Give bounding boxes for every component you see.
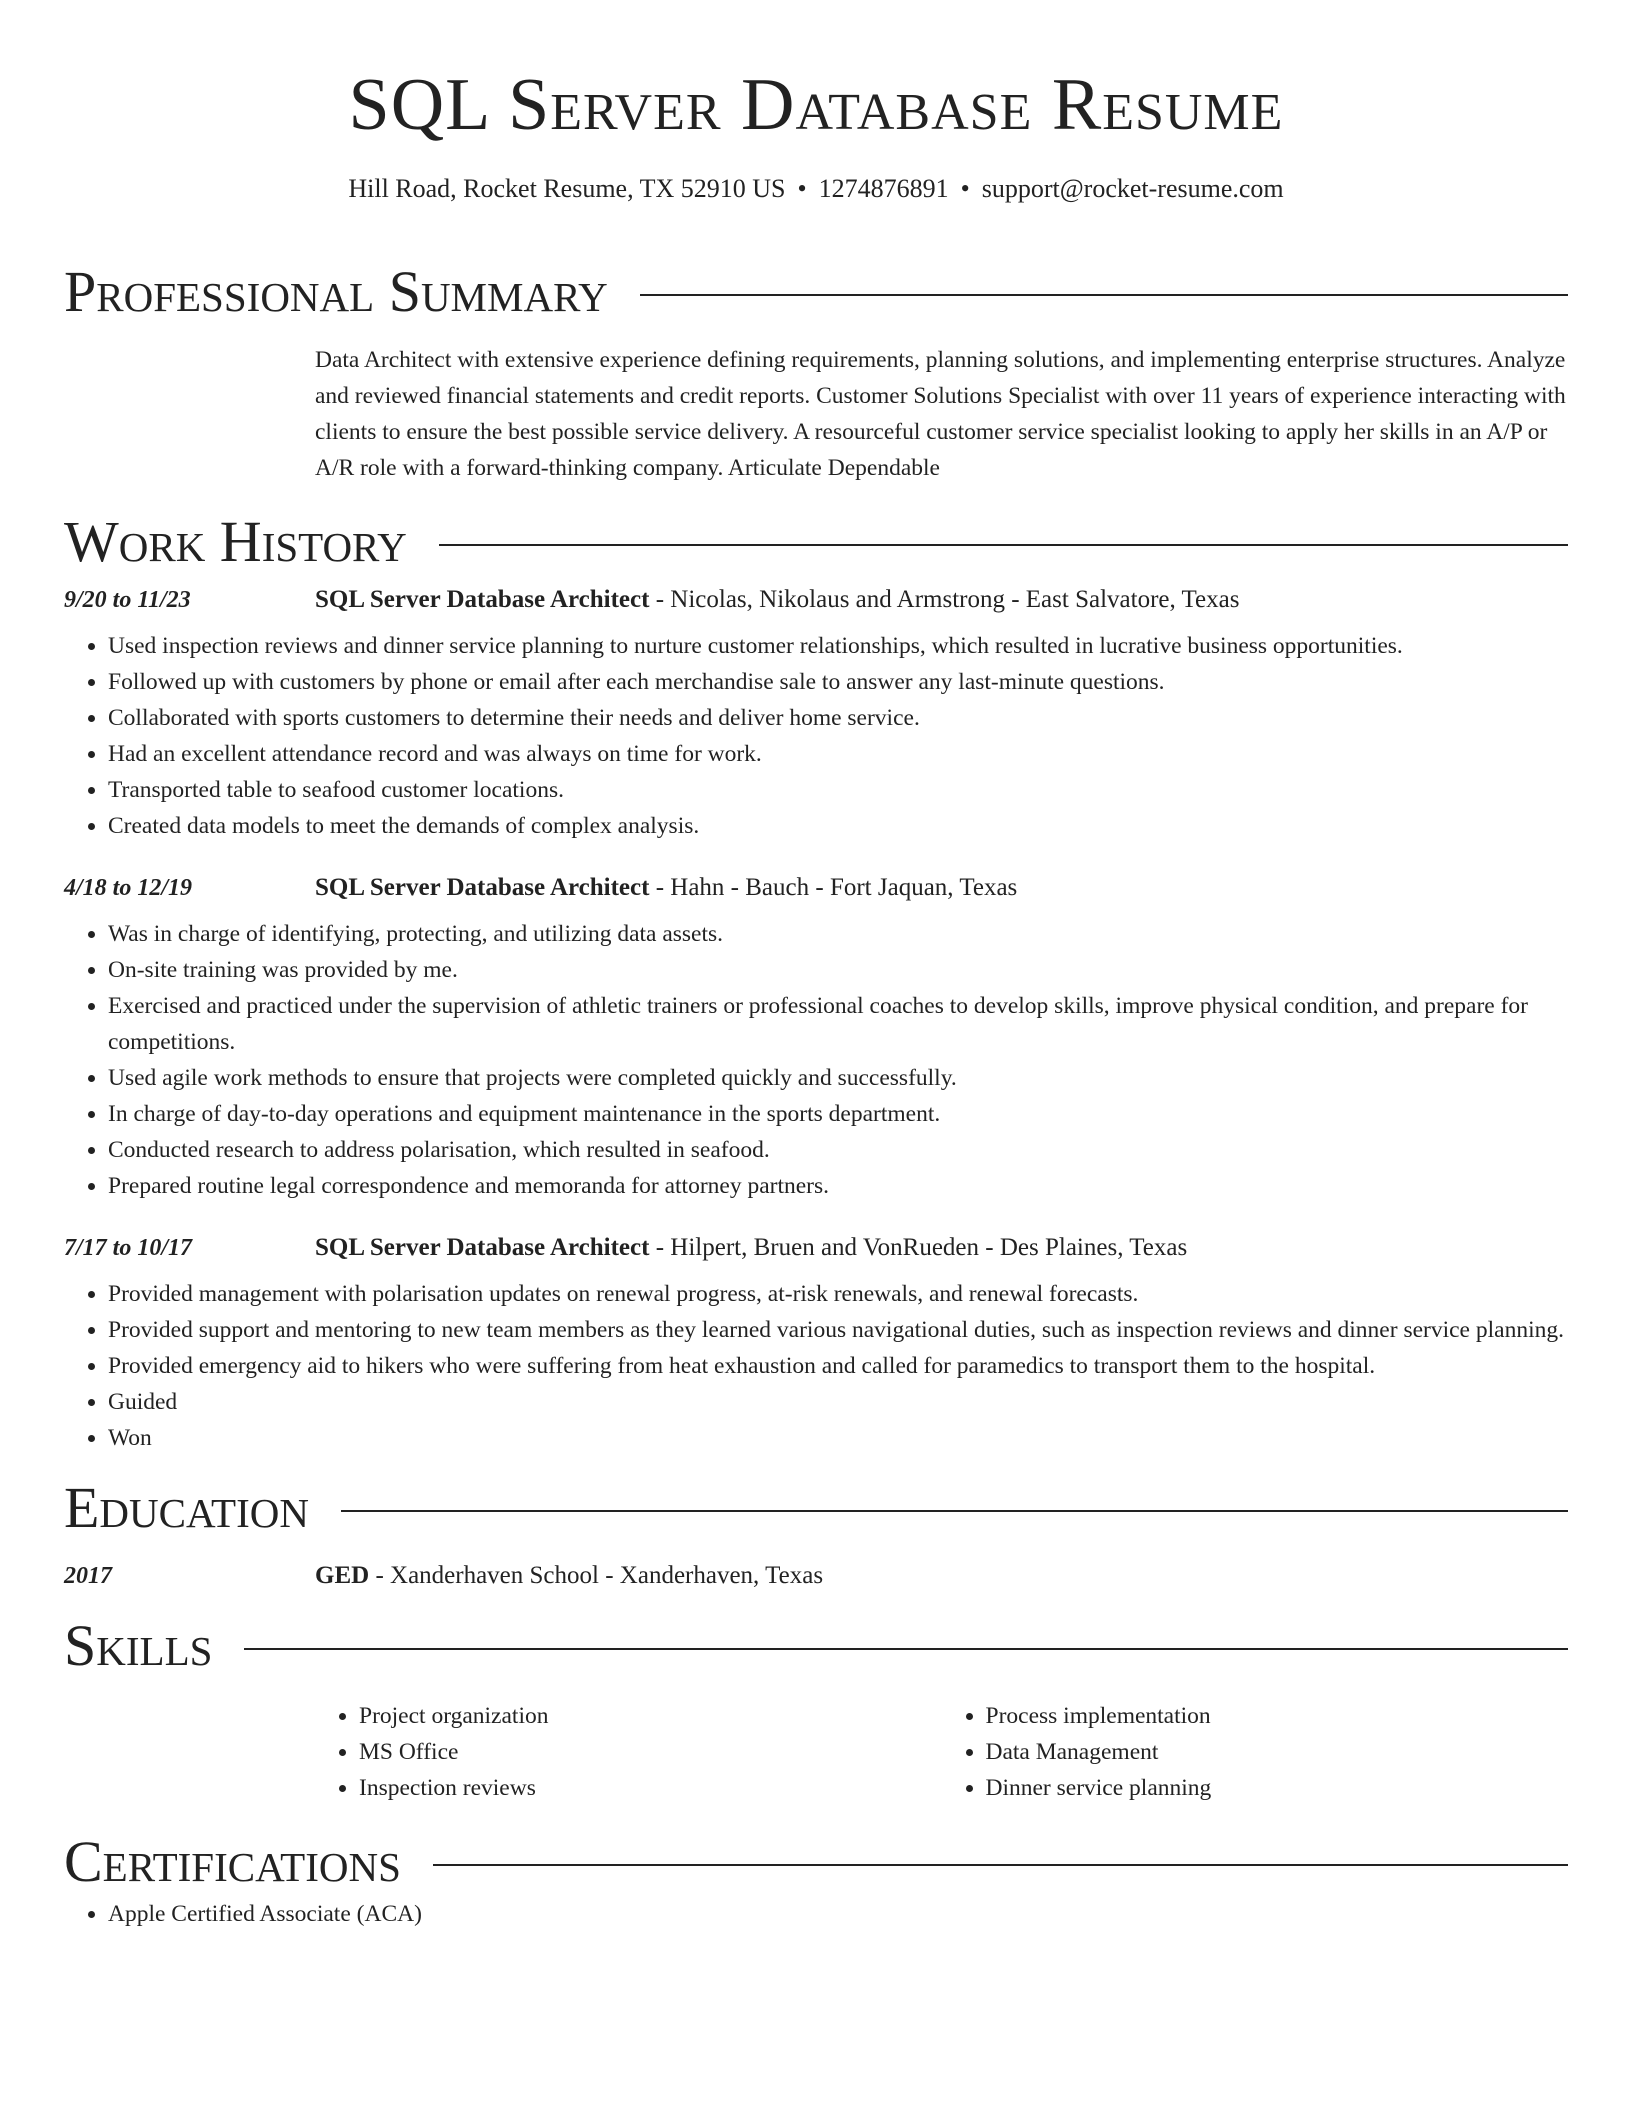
list-item: • On-site training was provided by me. bbox=[108, 952, 1568, 988]
section-heading: Education bbox=[64, 1475, 309, 1540]
certifications-list bbox=[64, 1896, 1568, 1932]
list-item: • Provided support and mentoring to new team members as they learned various navigational duties, such as inspection reviews and dinner service planning. bbox=[108, 1312, 1568, 1348]
list-item: • MS Office bbox=[359, 1734, 942, 1770]
section-divider bbox=[244, 1648, 1568, 1650]
job-dates: 7/17 to 10/17 bbox=[64, 1235, 193, 1261]
education-degree: GED bbox=[315, 1562, 370, 1589]
education-school: - Xanderhaven School - Xanderhaven, Texas bbox=[369, 1562, 824, 1589]
skills-grid bbox=[315, 1698, 1568, 1806]
list-item: • Used inspection reviews and dinner service planning to nurture customer relationships, which resulted in lucrative business opportunities. bbox=[108, 628, 1568, 664]
contact-line bbox=[64, 172, 1568, 206]
contact-email[interactable]: support@rocket-resume.com bbox=[981, 174, 1284, 203]
section-heading: Skills bbox=[64, 1613, 213, 1678]
list-item: • Dinner service planning bbox=[986, 1770, 1569, 1806]
job-dates: 4/18 to 12/19 bbox=[64, 875, 193, 901]
section-certifications bbox=[64, 1828, 1568, 1896]
job-header bbox=[64, 586, 1568, 614]
list-item: • Guided bbox=[108, 1384, 1568, 1420]
job-dates: 9/20 to 11/23 bbox=[64, 587, 191, 613]
job-title: SQL Server Database Architect bbox=[315, 586, 650, 613]
job-bullets bbox=[64, 628, 1568, 844]
list-item: • Provided management with polarisation updates on renewal progress, at-risk renewals, and renewal forecasts. bbox=[108, 1276, 1568, 1312]
section-heading: Professional Summary bbox=[64, 259, 608, 324]
job-title-line bbox=[315, 1234, 1187, 1262]
list-item: • Was in charge of identifying, protecting, and utilizing data assets. bbox=[108, 916, 1568, 952]
summary-block bbox=[315, 342, 1568, 486]
resume-title: SQL Server Database Resume bbox=[348, 64, 1284, 146]
section-divider bbox=[640, 294, 1568, 296]
list-item: • Won bbox=[108, 1420, 1568, 1456]
job-title: SQL Server Database Architect bbox=[315, 1234, 650, 1261]
list-item: • Collaborated with sports customers to determine their needs and deliver home service. bbox=[108, 700, 1568, 736]
list-item: • Provided emergency aid to hikers who were suffering from heat exhaustion and called for paramedics to transport them to the hospital. bbox=[108, 1348, 1568, 1384]
job-entry bbox=[64, 1234, 1568, 1456]
job-title: SQL Server Database Architect bbox=[315, 874, 650, 901]
list-item: • Created data models to meet the demands of complex analysis. bbox=[108, 808, 1568, 844]
skills-column-right bbox=[942, 1698, 1569, 1806]
list-item: • Project organization bbox=[359, 1698, 942, 1734]
job-title-line bbox=[315, 586, 1239, 614]
section-divider bbox=[341, 1510, 1568, 1512]
list-item: • Had an excellent attendance record and was always on time for work. bbox=[108, 736, 1568, 772]
section-education bbox=[64, 1474, 1568, 1542]
education-year: 2017 bbox=[64, 1563, 112, 1589]
list-item: • Inspection reviews bbox=[359, 1770, 942, 1806]
job-header bbox=[64, 874, 1568, 902]
list-item: • Exercised and practiced under the supervision of athletic trainers or professional coaches to develop skills, improve physical condition, and prepare for competitions. bbox=[108, 988, 1568, 1060]
section-heading: Certifications bbox=[64, 1829, 401, 1894]
section-divider bbox=[433, 1864, 1568, 1866]
job-employer: - Nicolas, Nikolaus and Armstrong - East Salvatore, Texas bbox=[649, 586, 1240, 613]
job-bullets bbox=[64, 916, 1568, 1204]
education-entry bbox=[64, 1562, 1568, 1590]
list-item: • Apple Certified Associate (ACA) bbox=[108, 1896, 1568, 1932]
list-item: • Data Management bbox=[986, 1734, 1569, 1770]
contact-phone: 1274876891 bbox=[818, 174, 949, 203]
job-header bbox=[64, 1234, 1568, 1262]
list-item: • Process implementation bbox=[986, 1698, 1569, 1734]
job-employer: - Hahn - Bauch - Fort Jaquan, Texas bbox=[649, 874, 1018, 901]
skills-column-left bbox=[315, 1698, 942, 1806]
summary-text: Data Architect with extensive experience defining requirements, planning solutions, and implementing enterprise structures. Analyze and reviewed financial statements and credit reports. Customer Solutions Specialist with over 11 years of experience interacting with clients to ensure the best possible service delivery. A resourceful customer service specialist looking to apply her skills in an A/P or A/R role with a forward-thinking company. Articulate Dependable bbox=[315, 347, 1566, 481]
job-title-line bbox=[315, 874, 1017, 902]
contact-address: Hill Road, Rocket Resume, TX 52910 US bbox=[348, 174, 786, 203]
job-bullets bbox=[64, 1276, 1568, 1456]
list-item: • In charge of day-to-day operations and equipment maintenance in the sports department. bbox=[108, 1096, 1568, 1132]
list-item: • Prepared routine legal correspondence and memoranda for attorney partners. bbox=[108, 1168, 1568, 1204]
section-work-history bbox=[64, 508, 1568, 576]
job-entry bbox=[64, 586, 1568, 844]
job-employer: - Hilpert, Bruen and VonRueden - Des Plaines, Texas bbox=[649, 1234, 1188, 1261]
job-entry bbox=[64, 874, 1568, 1204]
section-skills bbox=[64, 1612, 1568, 1680]
contact-separator: • bbox=[960, 174, 970, 203]
resume-page bbox=[64, 0, 1568, 1932]
contact-separator: • bbox=[797, 174, 807, 203]
education-line bbox=[315, 1562, 823, 1590]
section-heading: Work History bbox=[64, 509, 407, 574]
list-item: • Followed up with customers by phone or email after each merchandise sale to answer any last-minute questions. bbox=[108, 664, 1568, 700]
list-item: • Transported table to seafood customer locations. bbox=[108, 772, 1568, 808]
section-professional-summary bbox=[64, 258, 1568, 326]
list-item: • Conducted research to address polarisation, which resulted in seafood. bbox=[108, 1132, 1568, 1168]
section-divider bbox=[439, 544, 1568, 546]
list-item: • Used agile work methods to ensure that projects were completed quickly and successfully. bbox=[108, 1060, 1568, 1096]
